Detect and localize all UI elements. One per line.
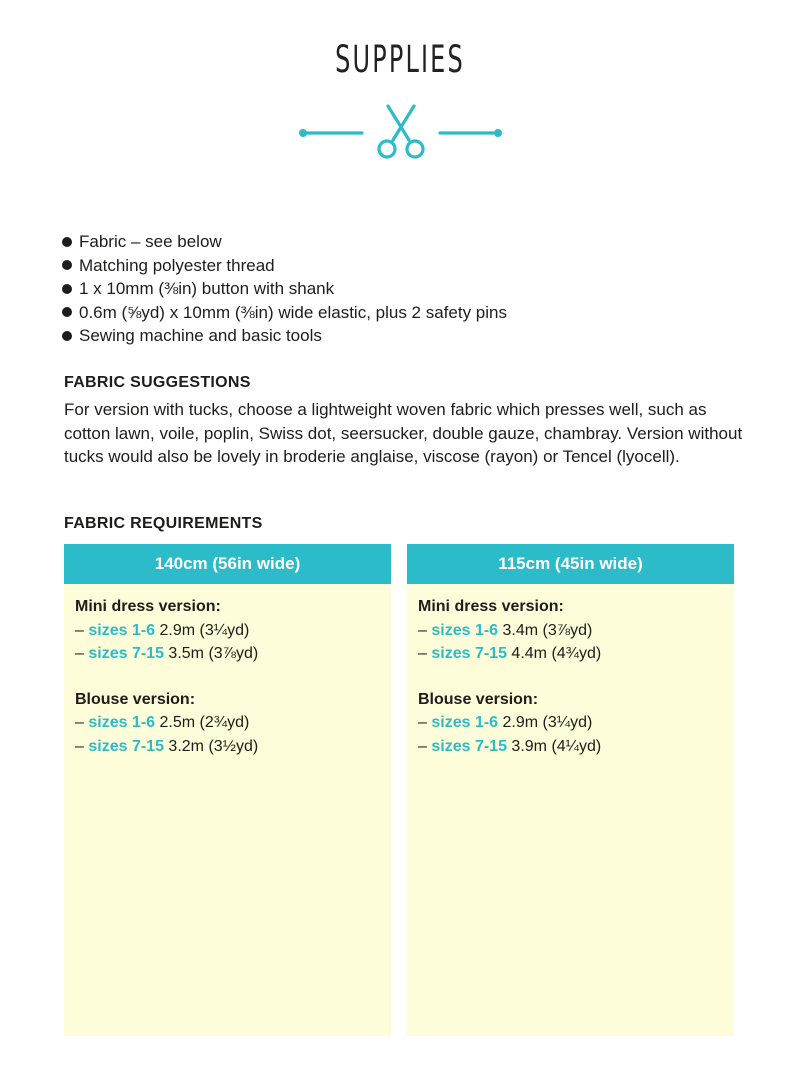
list-item: Sewing machine and basic tools [62, 324, 507, 348]
fabric-amount: 3.4m (3⅞yd) [502, 621, 593, 639]
fabric-suggestions-text: For version with tucks, choose a lightweight woven fabric which presses well, such as cotton lawn, voile, poplin, Swiss dot, seersucker, double gauze, chambray. Version without tucks would also be lovely in broderie anglaise, viscose (rayon) or Tencel (lyocell). [64, 400, 743, 466]
size-range: sizes 1-6 [431, 714, 499, 731]
list-item: 0.6m (⅝yd) x 10mm (⅜in) wide elastic, plus 2 safety pins [62, 301, 507, 325]
version-title: Mini dress version: [418, 598, 564, 615]
fabric-suggestions-heading: FABRIC SUGGESTIONS [64, 374, 251, 391]
size-range: sizes 1-6 [431, 621, 499, 639]
size-range: sizes 1-6 [88, 621, 156, 639]
size-range: sizes 7-15 [88, 645, 164, 662]
requirement-row: – sizes 7-15 4.4m (4¾yd) [418, 645, 602, 662]
bullet-icon [62, 284, 72, 294]
bullet-icon [62, 260, 72, 270]
size-range: sizes 7-15 [431, 645, 507, 662]
fabric-requirements-heading: FABRIC REQUIREMENTS [64, 515, 263, 532]
page-title: SUPPLIES [335, 38, 465, 81]
requirement-row: – sizes 1-6 3.4m (3⅞yd) [418, 621, 593, 639]
column-header: 140cm (56in wide) [64, 544, 391, 584]
fabric-column-115cm [407, 544, 734, 1036]
fabric-amount: 3.2m (3½yd) [168, 737, 259, 755]
version-title: Blouse version: [418, 690, 539, 708]
fabric-amount: 2.9m (3¼yd) [159, 621, 250, 639]
requirement-row: – sizes 7-15 3.5m (3⅞yd) [75, 645, 259, 662]
fabric-column-140cm [64, 544, 391, 1036]
bullet-icon [62, 331, 72, 341]
requirement-row: – sizes 1-6 2.9m (3¼yd) [418, 714, 593, 731]
requirement-row: – sizes 7-15 3.2m (3½yd) [75, 737, 259, 755]
scissors-icon [299, 106, 502, 157]
list-item: 1 x 10mm (⅜in) button with shank [62, 277, 507, 301]
size-range: sizes 7-15 [431, 737, 507, 755]
fabric-amount: 3.9m (4¼yd) [511, 737, 602, 755]
version-title: Blouse version: [75, 690, 196, 708]
size-range: sizes 1-6 [88, 714, 156, 731]
requirement-row: – sizes 1-6 2.5m (2¾yd) [75, 714, 250, 731]
size-range: sizes 7-15 [88, 737, 164, 755]
version-title: Mini dress version: [75, 598, 221, 615]
fabric-amount: 2.9m (3¼yd) [502, 714, 593, 731]
list-item: Matching polyester thread [62, 254, 507, 278]
supplies-list [62, 230, 507, 348]
requirement-row: – sizes 1-6 2.9m (3¼yd) [75, 621, 250, 639]
fabric-amount: 3.5m (3⅞yd) [168, 645, 259, 662]
bullet-icon [62, 237, 72, 247]
fabric-amount: 4.4m (4¾yd) [511, 645, 602, 662]
bullet-icon [62, 307, 72, 317]
requirement-row: – sizes 7-15 3.9m (4¼yd) [418, 737, 602, 755]
list-item: Fabric – see below [62, 230, 507, 254]
fabric-amount: 2.5m (2¾yd) [159, 714, 250, 731]
column-header: 115cm (45in wide) [407, 544, 734, 584]
scissors-ornament [298, 100, 504, 162]
